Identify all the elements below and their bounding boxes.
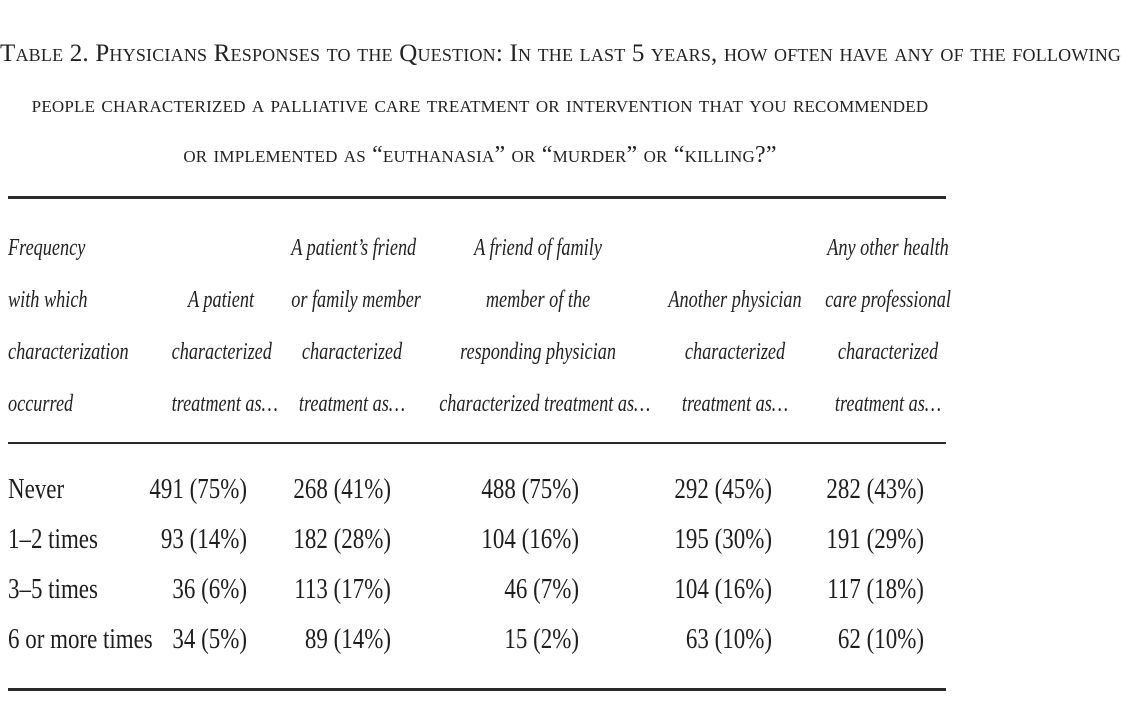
table-header-rule [8,442,946,444]
header-physician-friend-line: member of the [485,287,591,313]
header-physician-friend-line: A friend of family [474,235,602,261]
table-cell: 104 (16%) [674,574,772,605]
header-other-professional [821,222,955,430]
header-physician-friend [439,222,651,430]
header-another-physician [663,274,807,430]
table-cell: 93 (14%) [160,524,247,555]
table-cell: 113 (17%) [294,574,391,605]
table-cell: 488 (75%) [481,474,579,505]
header-patient-line: A patient [187,287,255,313]
header-patient-friend-line: or family member [291,287,421,313]
table-top-rule [8,196,946,199]
table-title-line-2: people characterized a palliative care treatment or intervention that you recommended [31,92,929,118]
table-cell: 46 (7%) [504,574,579,605]
header-frequency-line: occurred [8,391,74,417]
table-title-line-3: or implemented as “euthanasia” or “murder” or “killing?” [183,142,777,168]
table-cell: 191 (29%) [826,524,924,555]
header-frequency-line: Frequency [8,235,86,261]
header-other-professional-line: Any other health [827,235,949,261]
header-patient-friend-line: A patient’s friend [291,235,417,261]
header-patient-friend [291,222,421,430]
table-cell: 491 (75%) [149,474,247,505]
header-frequency-line: with which [8,287,88,313]
header-patient [171,274,278,430]
table-cell: 62 (10%) [837,624,924,655]
row-label-1-2-times: 1–2 times [8,524,98,555]
table-cell: 268 (41%) [293,474,391,505]
header-physician-friend-line: characterized treatment as… [439,391,651,417]
table-cell: 182 (28%) [293,524,391,555]
row-label-6-or-more-times: 6 or more times [8,624,153,655]
table-bottom-rule [8,688,946,691]
header-patient-line: characterized [171,339,272,365]
table-cell: 292 (45%) [674,474,772,505]
row-label-never: Never [8,474,65,505]
row-label-3-5-times: 3–5 times [8,574,98,605]
header-patient-friend-line: characterized [301,339,403,365]
header-other-professional-line: treatment as… [834,391,942,417]
header-frequency-line: characterization [8,339,129,365]
table-cell: 89 (14%) [304,624,391,655]
table-cell: 34 (5%) [172,624,247,655]
header-frequency [8,222,129,430]
header-physician-friend-line: responding physician [460,339,616,365]
header-another-physician-line: characterized [684,339,786,365]
table-cell: 63 (10%) [685,624,772,655]
header-another-physician-line: treatment as… [681,391,789,417]
table-cell: 117 (18%) [827,574,924,605]
table-cell: 282 (43%) [826,474,924,505]
table-cell: 15 (2%) [504,624,579,655]
table-title-line-1: Table 2. Physicians Responses to the Question: In the last 5 years, how often have any of the following [0,40,1121,67]
table-cell: 36 (6%) [172,574,247,605]
table-cell: 104 (16%) [481,524,579,555]
header-patient-friend-line: treatment as… [298,391,406,417]
header-patient-line: treatment as… [171,391,278,417]
table-cell: 195 (30%) [674,524,772,555]
header-other-professional-line: characterized [837,339,939,365]
header-another-physician-line: Another physician [668,287,802,313]
header-other-professional-line: care professional [825,287,951,313]
